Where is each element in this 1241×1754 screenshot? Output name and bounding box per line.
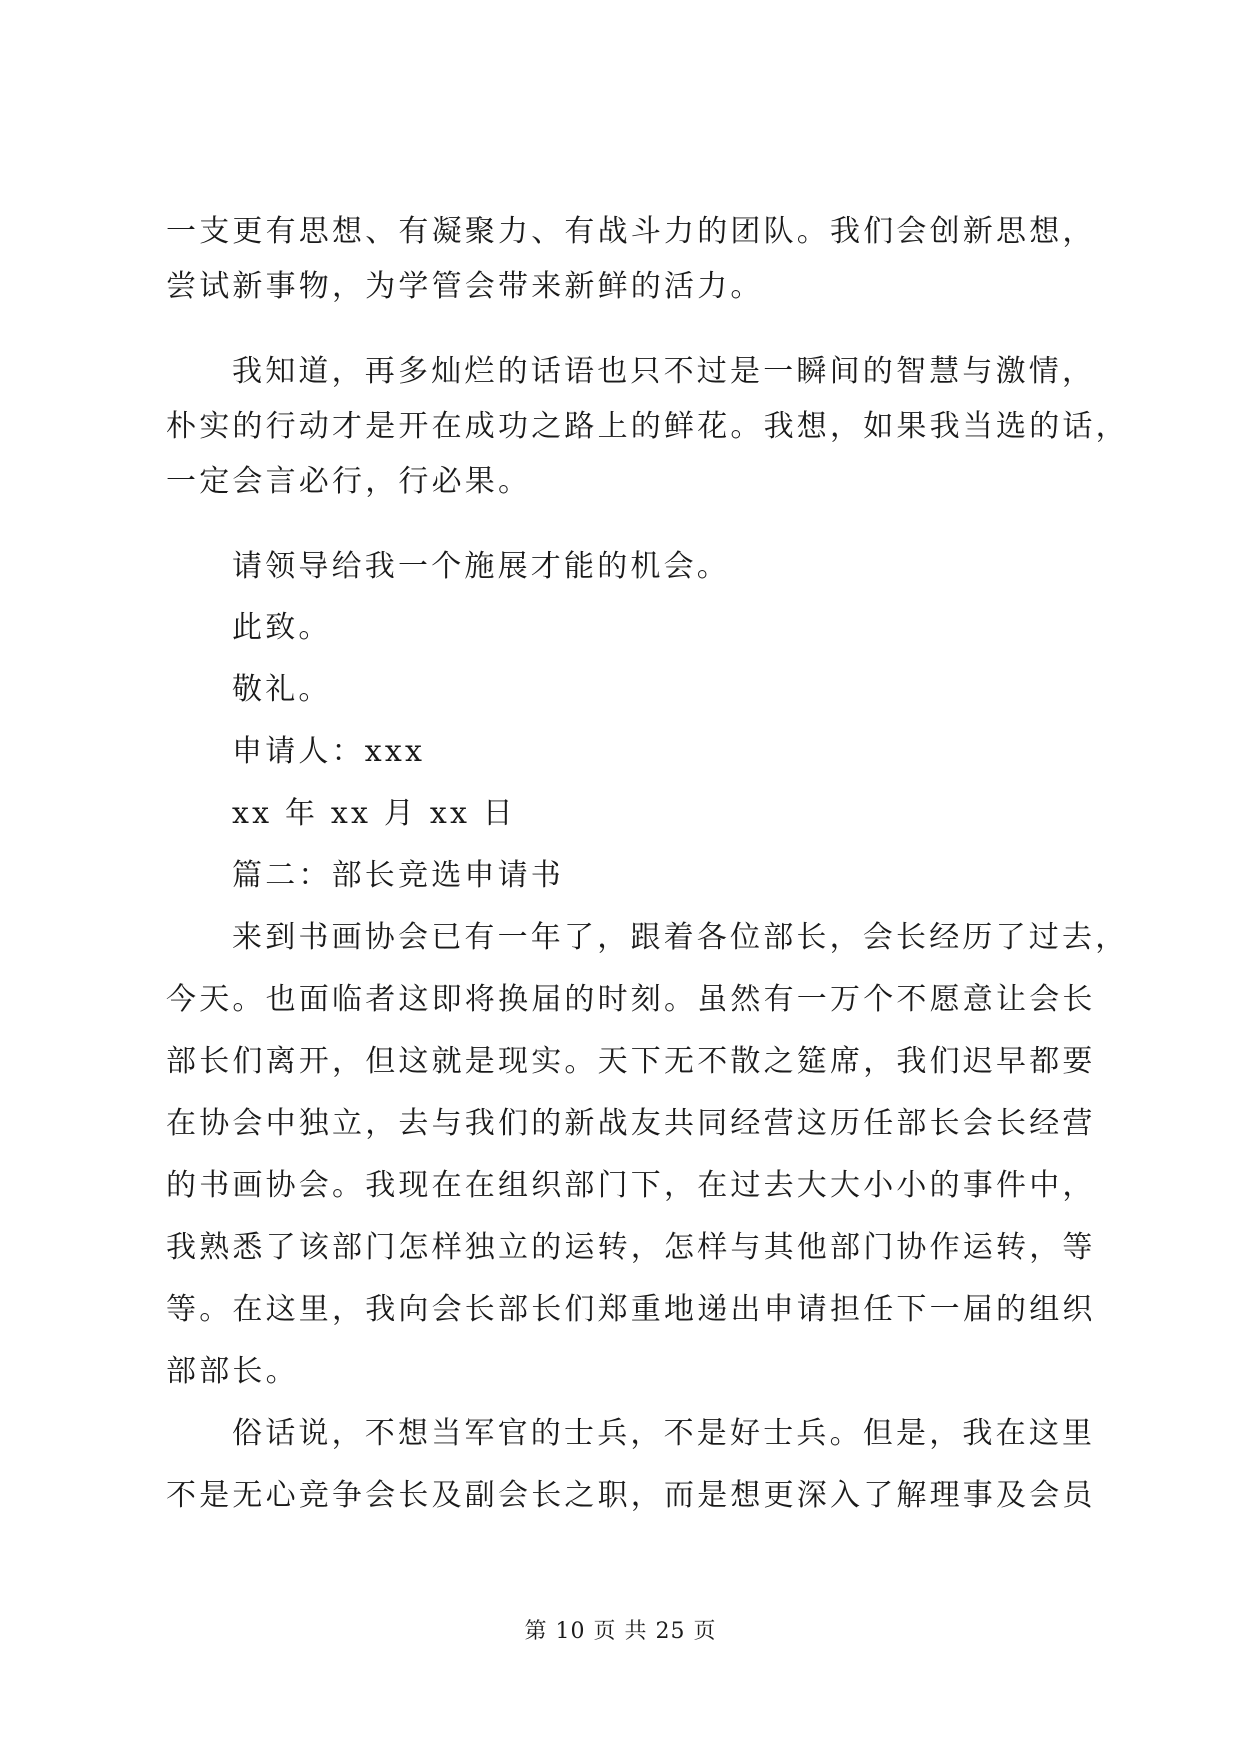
text-line: 我知道，再多灿烂的话语也只不过是一瞬间的智慧与激情， [232, 354, 1096, 389]
signature-line: 申请人：xxx [232, 734, 426, 769]
text-line: 一支更有思想、有凝聚力、有战斗力的团队。我们会创新思想， [166, 214, 1096, 249]
text-line: 我熟悉了该部门怎样独立的运转，怎样与其他部门协作运转，等 [166, 1230, 1096, 1265]
page-footer: 第 10 页 共 25 页 [524, 1619, 717, 1644]
text-line: 在协会中独立，去与我们的新战友共同经营这历任部长会长经营 [166, 1106, 1096, 1141]
text-line: 一定会言必行，行必果。 [166, 464, 532, 499]
text-line: 此致。 [232, 610, 332, 645]
text-line: 敬礼。 [232, 672, 332, 707]
text-line: 请领导给我一个施展才能的机会。 [232, 549, 730, 584]
text-line: 部长们离开，但这就是现实。天下无不散之筵席，我们迟早都要 [166, 1044, 1096, 1079]
text-line: 部部长。 [166, 1354, 299, 1389]
text-line: 俗话说，不想当军官的士兵，不是好士兵。但是，我在这里 [232, 1416, 1096, 1451]
text-line: 来到书画协会已有一年了，跟着各位部长，会长经历了过去， [232, 920, 1129, 955]
text-line: 等。在这里，我向会长部长们郑重地递出申请担任下一届的组织 [166, 1292, 1096, 1327]
text-line: 朴实的行动才是开在成功之路上的鲜花。我想，如果我当选的话， [166, 409, 1129, 444]
text-line: 不是无心竞争会长及副会长之职，而是想更深入了解理事及会员 [166, 1478, 1096, 1513]
text-line: 尝试新事物，为学管会带来新鲜的活力。 [166, 269, 764, 304]
text-line: 的书画协会。我现在在组织部门下，在过去大大小小的事件中， [166, 1168, 1096, 1203]
date-line: xx 年 xx 月 xx 日 [232, 796, 516, 831]
section-heading: 篇二：部长竞选申请书 [232, 858, 564, 893]
text-line: 今天。也面临者这即将换届的时刻。虽然有一万个不愿意让会长 [166, 982, 1096, 1017]
